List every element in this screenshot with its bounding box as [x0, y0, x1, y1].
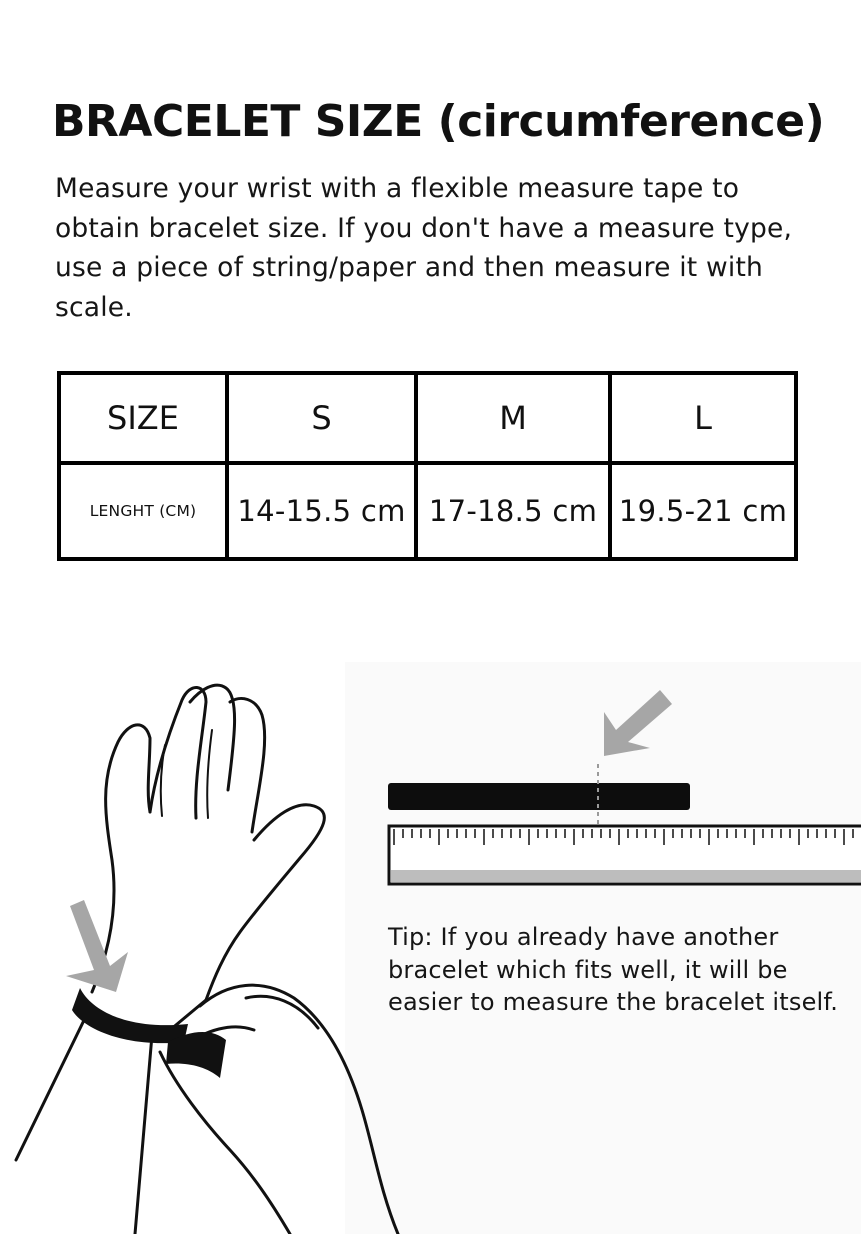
- table-header-row: [59, 373, 796, 463]
- header-cell-l: L: [610, 373, 796, 463]
- arrow-icon: [66, 900, 128, 992]
- value-cell-m: 17-18.5 cm: [416, 463, 610, 559]
- page-title: BRACELET SIZE (circumference): [52, 96, 825, 147]
- size-table: [57, 371, 798, 561]
- header-cell-s: S: [227, 373, 416, 463]
- bracelet-band-icon: [72, 988, 188, 1043]
- value-cell-s: 14-15.5 cm: [227, 463, 416, 559]
- tip-text: Tip: If you already have another bracelet which fits well, it will be easier to measure the bracelet itself.: [388, 923, 839, 1016]
- header-cell-m: M: [416, 373, 610, 463]
- header-cell-size: SIZE: [59, 373, 227, 463]
- intro-text: Measure your wrist with a flexible measure tape to obtain bracelet size. If you don't have a measure type, use a piece of string/paper and then measure it with scale.: [55, 173, 793, 323]
- bracelet-strip-icon: [388, 783, 690, 810]
- table-row: [59, 463, 796, 559]
- value-cell-l: 19.5-21 cm: [610, 463, 796, 559]
- hand-wrist-measure-icon: [16, 685, 398, 1234]
- ruler-icon: [389, 826, 861, 884]
- row-label-length: LENGHT (CM): [59, 463, 227, 559]
- measurement-illustration: [0, 600, 861, 1234]
- bracelet-tail-icon: [166, 1032, 226, 1078]
